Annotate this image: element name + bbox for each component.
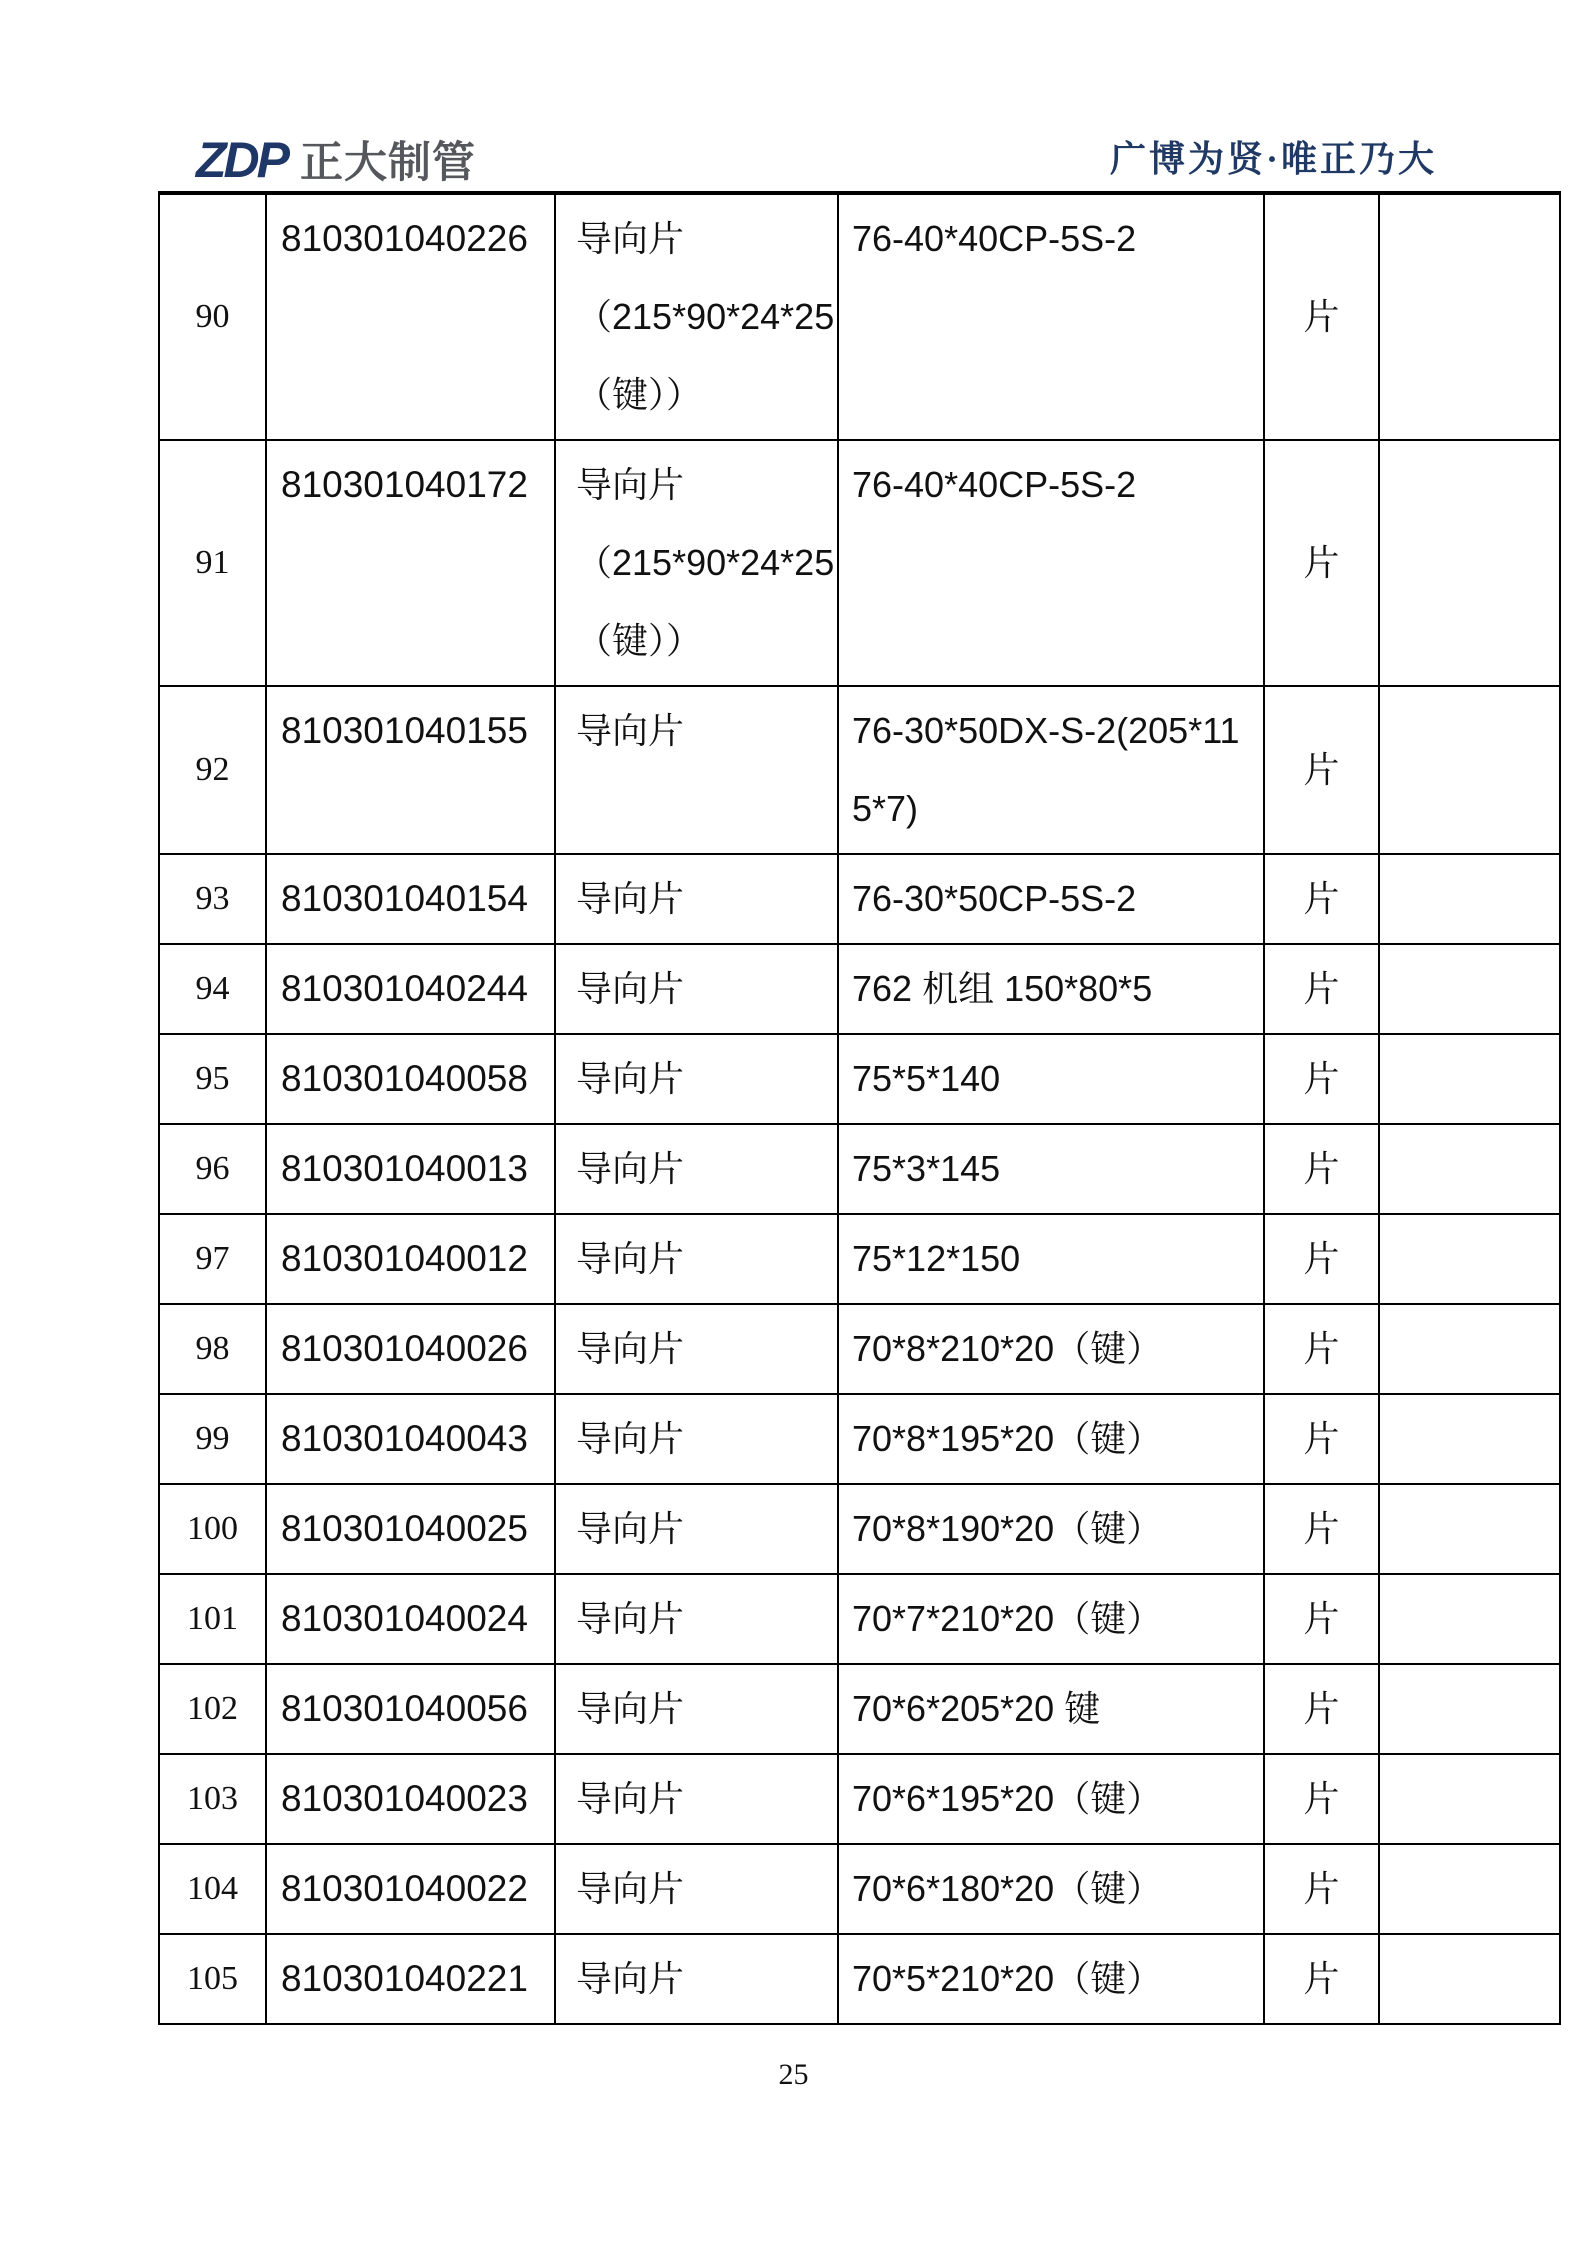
unit-cell: 片 (1264, 1754, 1379, 1844)
row-number-cell: 99 (159, 1394, 266, 1484)
row-number-cell: 96 (159, 1124, 266, 1214)
material-name-cell: 导向片 (555, 944, 838, 1034)
material-name-cell: 导向片 (555, 854, 838, 944)
spec-cell: 76-40*40CP-5S-2 (838, 440, 1264, 686)
unit-cell: 片 (1264, 686, 1379, 854)
spec-cell: 75*12*150 (838, 1214, 1264, 1304)
table-row (159, 1124, 1560, 1214)
material-name-cell: 导向片 (555, 1844, 838, 1934)
unit-cell: 片 (1264, 1124, 1379, 1214)
unit-cell: 片 (1264, 1304, 1379, 1394)
material-code-cell: 810301040012 (266, 1214, 555, 1304)
unit-cell: 片 (1264, 854, 1379, 944)
row-number-cell: 97 (159, 1214, 266, 1304)
unit-cell: 片 (1264, 1574, 1379, 1664)
remark-cell (1379, 1754, 1560, 1844)
row-number-cell: 95 (159, 1034, 266, 1124)
remark-cell (1379, 440, 1560, 686)
material-name-cell: 导向片 (555, 1664, 838, 1754)
spec-cell: 76-40*40CP-5S-2 (838, 193, 1264, 440)
spec-cell: 70*8*210*20（键） (838, 1304, 1264, 1394)
row-number-cell: 105 (159, 1934, 266, 2024)
row-number-cell: 90 (159, 193, 266, 440)
company-name-text: 正大制管 (300, 139, 476, 187)
parts-list-table (158, 191, 1561, 2025)
material-code-cell: 810301040026 (266, 1304, 555, 1394)
row-number-cell: 102 (159, 1664, 266, 1754)
table-row (159, 1844, 1560, 1934)
row-number-cell: 93 (159, 854, 266, 944)
material-code-cell: 810301040244 (266, 944, 555, 1034)
unit-cell: 片 (1264, 1934, 1379, 2024)
material-code-cell: 810301040025 (266, 1484, 555, 1574)
company-slogan: 广博为贤·唯正乃大 (1109, 139, 1437, 179)
spec-cell: 70*5*210*20（键） (838, 1934, 1264, 2024)
remark-cell (1379, 1124, 1560, 1214)
unit-cell: 片 (1264, 193, 1379, 440)
remark-cell (1379, 944, 1560, 1034)
spec-cell: 762 机组 150*80*5 (838, 944, 1264, 1034)
row-number-cell: 104 (159, 1844, 266, 1934)
table-row (159, 1034, 1560, 1124)
remark-cell (1379, 1394, 1560, 1484)
material-code-cell: 810301040172 (266, 440, 555, 686)
unit-cell: 片 (1264, 1034, 1379, 1124)
material-code-cell: 810301040056 (266, 1664, 555, 1754)
spec-cell: 70*7*210*20（键） (838, 1574, 1264, 1664)
spec-cell: 70*6*180*20（键） (838, 1844, 1264, 1934)
remark-cell (1379, 1844, 1560, 1934)
table-row (159, 1664, 1560, 1754)
material-name-cell: 导向片 (555, 1934, 838, 2024)
unit-cell: 片 (1264, 1394, 1379, 1484)
remark-cell (1379, 1484, 1560, 1574)
table-row (159, 1484, 1560, 1574)
row-number-cell: 100 (159, 1484, 266, 1574)
unit-cell: 片 (1264, 944, 1379, 1034)
zdp-logo-mark: ZDP (196, 132, 287, 188)
parts-list-table-body (159, 193, 1560, 2024)
material-name-cell: 导向片 (555, 686, 838, 854)
page-number: 25 (778, 2058, 809, 2091)
table-row (159, 1304, 1560, 1394)
remark-cell (1379, 1664, 1560, 1754)
material-code-cell: 810301040023 (266, 1754, 555, 1844)
remark-cell (1379, 686, 1560, 854)
spec-cell: 75*3*145 (838, 1124, 1264, 1214)
table-row (159, 193, 1560, 440)
material-code-cell: 810301040058 (266, 1034, 555, 1124)
unit-cell: 片 (1264, 440, 1379, 686)
spec-cell: 70*8*195*20（键） (838, 1394, 1264, 1484)
table-row (159, 1394, 1560, 1484)
material-name-cell: 导向片（215*90*24*25（键）） (555, 193, 838, 440)
material-name-cell: 导向片（215*90*24*25（键）） (555, 440, 838, 686)
unit-cell: 片 (1264, 1664, 1379, 1754)
row-number-cell: 91 (159, 440, 266, 686)
remark-cell (1379, 1574, 1560, 1664)
material-name-cell: 导向片 (555, 1214, 838, 1304)
row-number-cell: 98 (159, 1304, 266, 1394)
material-name-cell: 导向片 (555, 1124, 838, 1214)
row-number-cell: 103 (159, 1754, 266, 1844)
material-name-cell: 导向片 (555, 1304, 838, 1394)
row-number-cell: 92 (159, 686, 266, 854)
table-row (159, 1574, 1560, 1664)
remark-cell (1379, 854, 1560, 944)
material-code-cell: 810301040221 (266, 1934, 555, 2024)
remark-cell (1379, 1214, 1560, 1304)
spec-cell: 70*6*205*20 键 (838, 1664, 1264, 1754)
material-name-cell: 导向片 (555, 1754, 838, 1844)
table-row (159, 1934, 1560, 2024)
material-code-cell: 810301040022 (266, 1844, 555, 1934)
table-row (159, 1754, 1560, 1844)
table-row (159, 854, 1560, 944)
unit-cell: 片 (1264, 1214, 1379, 1304)
material-code-cell: 810301040226 (266, 193, 555, 440)
table-row (159, 686, 1560, 854)
material-name-cell: 导向片 (555, 1034, 838, 1124)
remark-cell (1379, 1934, 1560, 2024)
row-number-cell: 94 (159, 944, 266, 1034)
unit-cell: 片 (1264, 1844, 1379, 1934)
unit-cell: 片 (1264, 1484, 1379, 1574)
spec-cell: 70*6*195*20（键） (838, 1754, 1264, 1844)
page-footer (0, 2058, 1587, 2092)
material-code-cell: 810301040155 (266, 686, 555, 854)
material-code-cell: 810301040013 (266, 1124, 555, 1214)
spec-cell: 76-30*50CP-5S-2 (838, 854, 1264, 944)
material-code-cell: 810301040024 (266, 1574, 555, 1664)
material-code-cell: 810301040043 (266, 1394, 555, 1484)
remark-cell (1379, 1034, 1560, 1124)
table-row (159, 440, 1560, 686)
table-row (159, 1214, 1560, 1304)
material-name-cell: 导向片 (555, 1484, 838, 1574)
spec-cell: 75*5*140 (838, 1034, 1264, 1124)
spec-cell: 76-30*50DX-S-2(205*115*7) (838, 686, 1264, 854)
remark-cell (1379, 1304, 1560, 1394)
remark-cell (1379, 193, 1560, 440)
company-logo (196, 132, 476, 188)
spec-cell: 70*8*190*20（键） (838, 1484, 1264, 1574)
material-code-cell: 810301040154 (266, 854, 555, 944)
table-row (159, 944, 1560, 1034)
material-name-cell: 导向片 (555, 1574, 838, 1664)
row-number-cell: 101 (159, 1574, 266, 1664)
material-name-cell: 导向片 (555, 1394, 838, 1484)
